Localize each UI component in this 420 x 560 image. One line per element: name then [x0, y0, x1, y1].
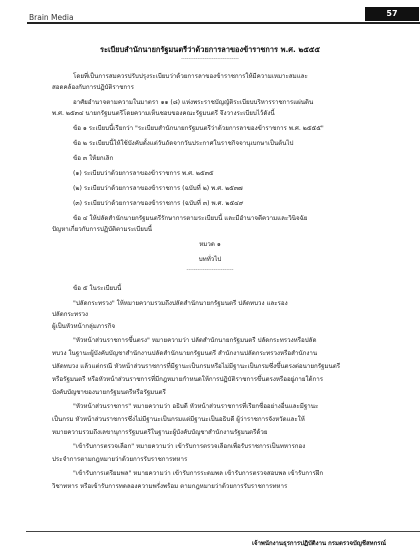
footer-rule — [26, 531, 420, 532]
body-line: "หัวหน้าส่วนราชการขึ้นตรง" หมายความว่า ปลัดสำนักนายกรัฐมนตรี ปลัดกระทรวงหรือปลัด — [73, 337, 317, 344]
body-line: พ.ศ. ๒๕๓๔ นายกรัฐมนตรีโดยความเห็นชอบของคณะรัฐมนตรี จึงวางระเบียบไว้ดังนี้ — [52, 110, 275, 117]
body-line: ข้อ ๕ ในระเบียบนี้ — [73, 285, 122, 292]
body-line: ข้อ ๒ ระเบียบนี้ให้ใช้บังคับตั้งแต่วันถัดจากวันประกาศในราชกิจจานุเบกษาเป็นต้นไป — [73, 140, 294, 147]
body-line: วิชาทหาร หรือเข้ารับการทดลองความพรั่งพร้อม ตามกฎหมายว่าด้วยการรับราชการทหาร — [52, 483, 288, 490]
body-line: สอดคล้องกับการปฏิบัติราชการ — [52, 84, 134, 91]
body-line: หมายความรวมถึงเลขานุการรัฐมนตรีในฐานะผู้บังคับบัญชาสำนักงานรัฐมนตรีด้วย — [52, 429, 268, 436]
body-line: ประจำการตามกฎหมายว่าด้วยการรับราชการทหาร — [52, 456, 188, 463]
header-label: Brain Media — [29, 13, 74, 22]
body-line: โดยที่เป็นการสมควรปรับปรุงระเบียบว่าด้วยการลาของข้าราชการให้มีความเหมาะสมและ — [73, 73, 308, 80]
body-line: (๓) ระเบียบว่าด้วยการลาของข้าราชการ (ฉบับที่ ๓) พ.ศ. ๒๕๔๙ — [73, 200, 244, 207]
body-line: "เข้ารับการตรวจเลือก" หมายความว่า เข้ารับการตรวจเลือกเพื่อรับราชการเป็นทหารกอง — [73, 443, 306, 450]
body-line: (๑) ระเบียบว่าด้วยการลาของข้าราชการ พ.ศ. ๒๕๓๕ — [73, 170, 214, 177]
body-line: ข้อ ๓ ให้ยกเลิก — [73, 155, 114, 162]
chapter-number: หมวด ๑ — [199, 241, 221, 248]
body-line: "เข้ารับการเตรียมพล" หมายความว่า เข้ารับการระดมพล เข้ารับการตรวจสอบพล เข้ารับการฝึก — [73, 470, 324, 477]
body-line: ปลัดทบวง แล้วแต่กรณี หัวหน้าส่วนราชการที่มีฐานะเป็นกรมหรือไม่มีฐานะเป็นกรมซึ่งขึ้นตรงต่อนายกรัฐมนตรี — [52, 363, 341, 370]
body-line: ผู้เป็นหัวหน้ากลุ่มภารกิจ — [52, 323, 116, 330]
footer-text: เจ้าพนักงานธุรการปฏิบัติงาน กรมตรวจบัญชีสหกรณ์ — [252, 540, 387, 547]
body-line: "ปลัดกระทรวง" ให้หมายความรวมถึงปลัดสำนักนายกรัฐมนตรี ปลัดทบวง และรอง — [73, 300, 288, 307]
body-line: (๒) ระเบียบว่าด้วยการลาของข้าราชการ (ฉบับที่ ๒) พ.ศ. ๒๕๓๗ — [73, 185, 243, 192]
body-line: ปัญหาเกี่ยวกับการปฏิบัติตามระเบียบนี้ — [52, 226, 153, 233]
body-line: หรือรัฐมนตรี หรือหัวหน้าส่วนราชการที่มีกฎหมายกำหนดให้การปฏิบัติราชการขึ้นตรงหรืออยู่ภายใต้การ — [52, 376, 324, 383]
body-line: เป็นกรม หัวหน้าส่วนราชการซึ่งไม่มีฐานะเป็นกรมแต่มีฐานะเป็นอธิบดี ผู้ว่าราชการจังหวัดและให้ — [52, 416, 305, 423]
chapter-name: บททั่วไป — [198, 256, 222, 263]
body-line: ปลัดกระทรวง — [52, 311, 89, 318]
header-rule — [27, 22, 420, 24]
page-number: 57 — [365, 7, 419, 21]
body-line: ข้อ ๑ ระเบียบนี้เรียกว่า "ระเบียบสำนักนายกรัฐมนตรีว่าด้วยการลาของข้าราชการ พ.ศ. ๒๕๕๕" — [73, 125, 324, 132]
document-title: ระเบียบสำนักนายกรัฐมนตรีว่าด้วยการลาของข้าราชการ พ.ศ. ๒๕๕๕ — [100, 45, 320, 54]
chapter-separator: -------------------------- — [186, 267, 234, 273]
body-line: ข้อ ๔ ให้ปลัดสำนักนายกรัฐมนตรีรักษาการตามระเบียบนี้ และมีอำนาจตีความและวินิจฉัย — [73, 215, 308, 222]
body-line: "หัวหน้าส่วนราชการ" หมายความว่า อธิบดี หัวหน้าส่วนราชการที่เรียกชื่ออย่างอื่นและมีฐานะ — [73, 403, 319, 410]
body-line: บังคับบัญชาของนายกรัฐมนตรีหรือรัฐมนตรี — [52, 389, 166, 396]
body-line: อาศัยอำนาจตามความในมาตรา ๑๑ (๘) แห่งพระราชบัญญัติระเบียบบริหารราชการแผ่นดิน — [73, 99, 314, 106]
body-line: ทบวง ในฐานะผู้บังคับบัญชาสำนักงานปลัดสำนักนายกรัฐมนตรี สำนักงานปลัดกระทรวงหรือสำนักงาน — [52, 350, 318, 357]
title-separator: -------------------------------- — [181, 56, 239, 62]
